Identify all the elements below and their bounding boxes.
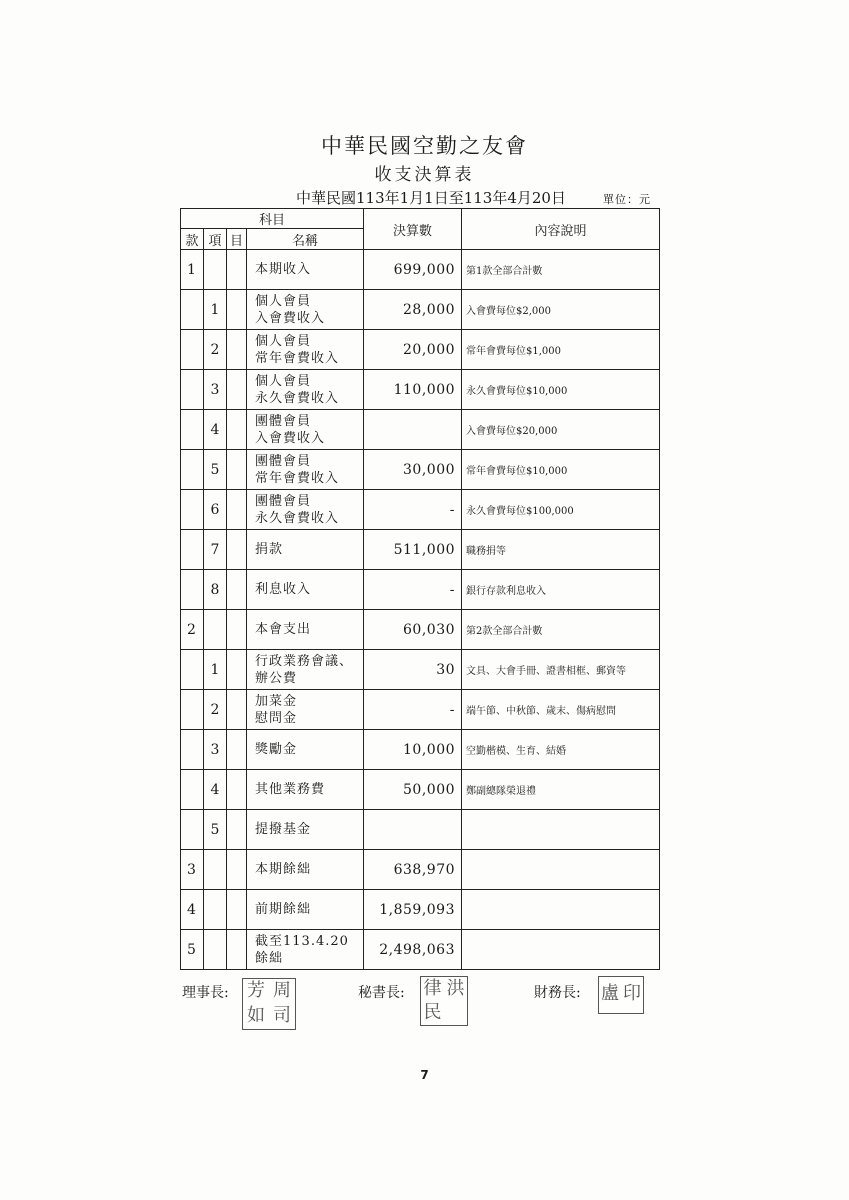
- name-cell: [247, 810, 364, 850]
- kuan-cell: [181, 330, 204, 370]
- name-line: 利息收入: [255, 582, 312, 597]
- mu-cell: [227, 490, 247, 530]
- name-line: 本會支出: [255, 622, 312, 637]
- amount-cell: 50,000: [364, 770, 462, 810]
- name-line: 入會費收入: [255, 310, 326, 326]
- mu-cell: [227, 410, 247, 450]
- name-line: 團體會員: [255, 493, 312, 509]
- name-line: 常年會費收入: [255, 350, 340, 366]
- kuan-cell: [181, 450, 204, 490]
- name-cell: [247, 610, 364, 650]
- seal-char: [444, 1001, 467, 1025]
- seal-char: 洪: [446, 978, 465, 999]
- finance-seal-stamp: [598, 976, 644, 1014]
- description-cell: 第1款全部合計數: [462, 250, 660, 290]
- report-period: 中華民國113年1月1日至113年4月20日: [296, 189, 566, 207]
- name-line: 常年會費收入: [255, 470, 340, 486]
- mu-cell: [227, 450, 247, 490]
- amount-cell: -: [364, 690, 462, 730]
- table-row: [181, 250, 660, 290]
- description-cell: 空勤楷模、生育、結婚: [462, 730, 660, 770]
- name-cell: [247, 290, 364, 330]
- mu-cell: [227, 810, 247, 850]
- xiang-cell: 5: [204, 450, 227, 490]
- mu-cell: [227, 370, 247, 410]
- name-line: 截至113.4.20: [255, 933, 349, 949]
- name-cell: [247, 850, 364, 890]
- kuan-cell: [181, 650, 204, 690]
- table-row: [181, 410, 660, 450]
- amount-cell: 20,000: [364, 330, 462, 370]
- xiang-cell: 3: [204, 370, 227, 410]
- table-row: [181, 530, 660, 570]
- name-line: 團體會員: [255, 453, 312, 469]
- mu-cell: [227, 850, 247, 890]
- amount-cell: 28,000: [364, 290, 462, 330]
- description-cell: 常年會費每位$1,000: [462, 330, 660, 370]
- kuan-cell: 1: [181, 250, 204, 290]
- description-cell: 永久會費每位$100,000: [462, 490, 660, 530]
- table-row: [181, 930, 660, 970]
- name-line: 辦公費: [255, 670, 298, 686]
- description-cell: [462, 850, 660, 890]
- description-cell: 職務捐等: [462, 530, 660, 570]
- name-line: 獎勵金: [255, 742, 298, 757]
- seal-char: 芳: [247, 980, 265, 1001]
- mu-cell: [227, 290, 247, 330]
- xiang-cell: [204, 250, 227, 290]
- description-header: 內容說明: [462, 209, 660, 250]
- name-line: 永久會費收入: [255, 510, 340, 526]
- name-cell: [247, 250, 364, 290]
- name-line: 餘絀: [255, 950, 284, 966]
- kuan-cell: 4: [181, 890, 204, 930]
- mu-cell: [227, 610, 247, 650]
- name-cell: [247, 690, 364, 730]
- description-cell: [462, 890, 660, 930]
- mu-cell: [227, 930, 247, 970]
- mu-cell: [227, 570, 247, 610]
- amount-cell: -: [364, 490, 462, 530]
- name-line: 前期餘絀: [255, 902, 312, 917]
- kuan-cell: [181, 770, 204, 810]
- name-header: 名稱: [247, 229, 364, 250]
- budget-table: [180, 208, 660, 970]
- xiang-cell: 4: [204, 410, 227, 450]
- description-cell: 永久會費每位$10,000: [462, 370, 660, 410]
- amount-cell: 1,859,093: [364, 890, 462, 930]
- mu-header: 目: [227, 229, 247, 250]
- table-row: [181, 850, 660, 890]
- table-row: [181, 610, 660, 650]
- name-cell: [247, 370, 364, 410]
- secretary-label: 秘書長:: [358, 985, 405, 1001]
- table-row: [181, 770, 660, 810]
- amount-cell: [364, 810, 462, 850]
- unit-label: 單位：元: [603, 193, 651, 206]
- subject-group-header: 科目: [181, 209, 364, 229]
- name-line: 團體會員: [255, 413, 312, 429]
- amount-cell: [364, 410, 462, 450]
- amount-cell: 30,000: [364, 450, 462, 490]
- name-cell: [247, 650, 364, 690]
- name-line: 加菜金: [255, 693, 298, 709]
- amount-cell: 699,000: [364, 250, 462, 290]
- xiang-cell: 7: [204, 530, 227, 570]
- seal-char: 盧: [601, 983, 619, 1004]
- name-line: 本期收入: [255, 262, 312, 277]
- kuan-cell: 2: [181, 610, 204, 650]
- table-row: [181, 570, 660, 610]
- kuan-cell: [181, 570, 204, 610]
- table-row: [181, 490, 660, 530]
- kuan-cell: [181, 530, 204, 570]
- amount-cell: 60,030: [364, 610, 462, 650]
- name-line: 個人會員: [255, 333, 312, 349]
- table-row: [181, 730, 660, 770]
- xiang-cell: 8: [204, 570, 227, 610]
- amount-header: 決算數: [364, 209, 462, 250]
- kuan-cell: 5: [181, 930, 204, 970]
- name-line: 永久會費收入: [255, 390, 340, 406]
- kuan-cell: [181, 490, 204, 530]
- seal-char: 印: [623, 983, 641, 1004]
- amount-cell: -: [364, 570, 462, 610]
- name-line: 慰問金: [255, 710, 298, 726]
- name-cell: [247, 730, 364, 770]
- xiang-cell: 3: [204, 730, 227, 770]
- table-row: [181, 810, 660, 850]
- table-row: [181, 890, 660, 930]
- finance-label: 財務長:: [534, 985, 581, 1001]
- xiang-cell: [204, 890, 227, 930]
- description-cell: 入會費每位$20,000: [462, 410, 660, 450]
- description-cell: 銀行存款利息收入: [462, 570, 660, 610]
- amount-cell: 511,000: [364, 530, 462, 570]
- seal-char: 民: [423, 1002, 442, 1023]
- xiang-cell: 6: [204, 490, 227, 530]
- description-cell: [462, 930, 660, 970]
- name-line: 個人會員: [255, 373, 312, 389]
- description-cell: 常年會費每位$10,000: [462, 450, 660, 490]
- table-row: [181, 290, 660, 330]
- kuan-cell: [181, 410, 204, 450]
- org-title: 中華民國空勤之友會: [321, 134, 528, 158]
- xiang-cell: 4: [204, 770, 227, 810]
- kuan-cell: [181, 690, 204, 730]
- amount-cell: 10,000: [364, 730, 462, 770]
- kuan-cell: 3: [181, 850, 204, 890]
- mu-cell: [227, 530, 247, 570]
- seal-char: 周: [273, 980, 291, 1001]
- xiang-header: 項: [204, 229, 227, 250]
- kuan-cell: [181, 810, 204, 850]
- table-row: [181, 370, 660, 410]
- name-cell: [247, 490, 364, 530]
- xiang-cell: [204, 930, 227, 970]
- seal-char: 律: [423, 978, 442, 999]
- mu-cell: [227, 690, 247, 730]
- kuan-cell: [181, 730, 204, 770]
- name-line: 捐款: [255, 542, 284, 557]
- name-cell: [247, 570, 364, 610]
- secretary-seal-stamp: [420, 976, 468, 1026]
- table-row: [181, 690, 660, 730]
- name-cell: [247, 450, 364, 490]
- xiang-cell: 2: [204, 690, 227, 730]
- name-cell: [247, 770, 364, 810]
- table-row: [181, 330, 660, 370]
- seal-char: 如: [247, 1005, 265, 1026]
- description-cell: 第2款全部合計數: [462, 610, 660, 650]
- xiang-cell: [204, 610, 227, 650]
- xiang-cell: 1: [204, 290, 227, 330]
- mu-cell: [227, 330, 247, 370]
- xiang-cell: 1: [204, 650, 227, 690]
- doc-title: 收支決算表: [374, 165, 475, 185]
- name-line: 提撥基金: [255, 822, 312, 837]
- table-row: [181, 650, 660, 690]
- name-cell: [247, 930, 364, 970]
- name-cell: [247, 530, 364, 570]
- mu-cell: [227, 770, 247, 810]
- name-cell: [247, 890, 364, 930]
- mu-cell: [227, 650, 247, 690]
- description-cell: 鄭副總隊榮退禮: [462, 770, 660, 810]
- name-line: 本期餘絀: [255, 862, 312, 877]
- name-line: 其他業務費: [255, 782, 326, 797]
- amount-cell: 2,498,063: [364, 930, 462, 970]
- amount-cell: 110,000: [364, 370, 462, 410]
- amount-cell: 30: [364, 650, 462, 690]
- description-cell: 入會費每位$2,000: [462, 290, 660, 330]
- mu-cell: [227, 730, 247, 770]
- name-line: 行政業務會議、: [255, 653, 354, 669]
- name-cell: [247, 410, 364, 450]
- name-line: 入會費收入: [255, 430, 326, 446]
- chair-seal-stamp: [242, 978, 296, 1030]
- seal-char: 司: [273, 1005, 291, 1026]
- kuan-cell: [181, 290, 204, 330]
- mu-cell: [227, 890, 247, 930]
- xiang-cell: 2: [204, 330, 227, 370]
- description-cell: 端午節、中秋節、歲末、傷病慰問: [462, 690, 660, 730]
- xiang-cell: [204, 850, 227, 890]
- kuan-header: 款: [181, 229, 204, 250]
- description-cell: [462, 810, 660, 850]
- chair-label: 理事長:: [182, 985, 229, 1001]
- description-cell: 文具、大會手冊、證書相框、郵資等: [462, 650, 660, 690]
- amount-cell: 638,970: [364, 850, 462, 890]
- name-cell: [247, 330, 364, 370]
- page-number: 7: [420, 1068, 429, 1082]
- table-row: [181, 450, 660, 490]
- xiang-cell: 5: [204, 810, 227, 850]
- kuan-cell: [181, 370, 204, 410]
- name-line: 個人會員: [255, 293, 312, 309]
- mu-cell: [227, 250, 247, 290]
